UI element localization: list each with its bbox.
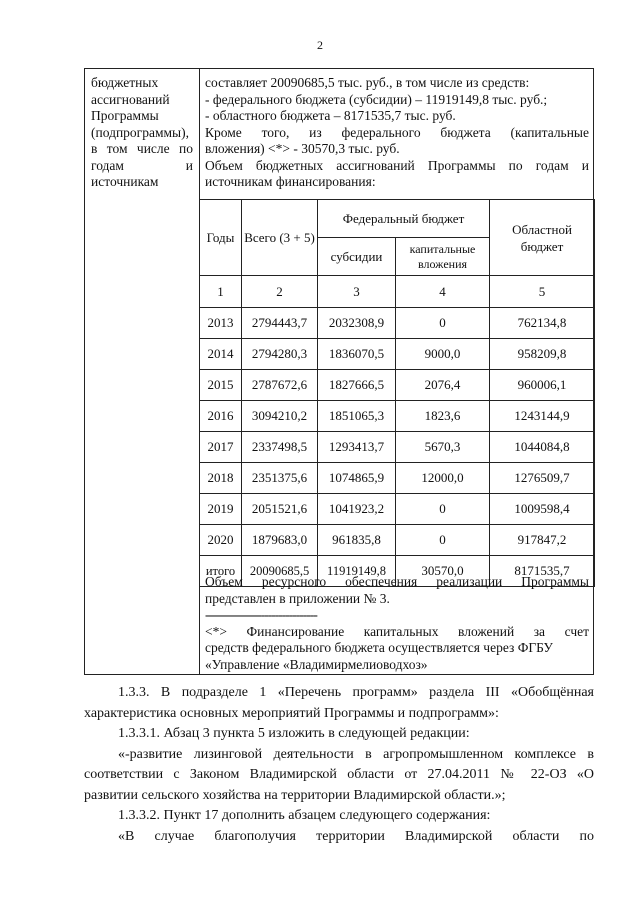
table-cell: 2794443,7 [242, 308, 318, 339]
header-federal: Федеральный бюджет [318, 200, 490, 238]
table-cell: 960006,1 [490, 370, 595, 401]
financing-table [199, 199, 595, 587]
paragraph-line: «В случае благополучия территории Владимирской области по [118, 828, 594, 844]
table-row [200, 432, 595, 463]
table-cell: 9000,0 [396, 339, 490, 370]
footnote-line: <*> Финансирование капитальных вложений за счет [205, 623, 589, 639]
left-cell-line: источникам [91, 174, 159, 189]
header-capital: капитальные вложения [396, 238, 490, 276]
paragraph-line: характеристика основных мероприятий Программы и подпрограмм»: [84, 705, 499, 721]
table-cell: 2351375,6 [242, 463, 318, 494]
table-cell: 2013 [200, 308, 242, 339]
header-years: Годы [200, 200, 242, 276]
table-cell: 30570,0 [396, 556, 490, 587]
summary-line: - федерального бюджета (субсидии) – 11919149,8 тыс. руб.; [205, 91, 548, 107]
table-cell: 2020 [200, 525, 242, 556]
paragraph-line: 1.3.3. В подразделе 1 «Перечень программ» раздела III «Обобщённая [118, 685, 594, 700]
column-number: 3 [318, 276, 396, 308]
table-cell: 1293413,7 [318, 432, 396, 463]
table-cell: 12000,0 [396, 463, 490, 494]
budget-summary [205, 75, 589, 191]
table-cell: 1276509,7 [490, 463, 595, 494]
page-number: 2 [317, 38, 323, 52]
table-cell: 1044084,8 [490, 432, 595, 463]
table-cell: 8171535,7 [490, 556, 595, 587]
column-number: 1 [200, 276, 242, 308]
table-cell: 2018 [200, 463, 242, 494]
paragraph-line: 1.3.3.1. Абзац 3 пункта 5 изложить в следующей редакции: [118, 726, 470, 741]
column-number: 5 [490, 276, 595, 308]
summary-line: Объем бюджетных ассигнований Программы по годам и [205, 157, 589, 173]
left-cell-line: ассигнований [91, 91, 170, 107]
summary-line: составляет 20090685,5 тыс. руб., в том числе из средств: [205, 75, 530, 90]
table-cell: 11919149,8 [318, 556, 396, 587]
table-cell: 961835,8 [318, 525, 396, 556]
table-cell: 917847,2 [490, 525, 595, 556]
left-cell-line: бюджетных [91, 75, 159, 90]
table-cell: 1851065,3 [318, 401, 396, 432]
footnote-separator: -------------------------------- [205, 607, 317, 622]
column-number-row [200, 276, 595, 308]
table-cell: 2014 [200, 339, 242, 370]
header-subsidies: субсидии [318, 238, 396, 276]
paragraph-line: 1.3.3.2. Пункт 17 дополнить абзацем следующего содержания: [118, 808, 491, 823]
resource-line: представлен в приложении № 3. [205, 590, 390, 606]
summary-line: - областного бюджета – 8171535,7 тыс. руб. [205, 108, 456, 123]
table-cell: 1009598,4 [490, 494, 595, 525]
left-cell-line: (подпрограммы), [91, 124, 189, 140]
table-row [200, 525, 595, 556]
summary-line: вложения) <*> - 30570,3 тыс. руб. [205, 141, 400, 156]
table-cell: 2015 [200, 370, 242, 401]
resource-line: Объем ресурсного обеспечения реализации Программы [205, 574, 589, 589]
table-cell: 0 [396, 308, 490, 339]
table-cell: 2017 [200, 432, 242, 463]
table-cell: 2019 [200, 494, 242, 525]
header-total: Всего (3 + 5) [242, 200, 318, 276]
table-cell: 5670,3 [396, 432, 490, 463]
table-cell: 1836070,5 [318, 339, 396, 370]
table-row [200, 463, 595, 494]
header-regional: Областной бюджет [490, 200, 595, 276]
table-cell: 2337498,5 [242, 432, 318, 463]
summary-line: Кроме того, из федерального бюджета (капитальные [205, 124, 589, 140]
table-cell: 1827666,5 [318, 370, 396, 401]
paragraph-line: «-развитие лизинговой деятельности в агропромышленном комплексе в [118, 746, 594, 762]
left-cell-line: Программы [91, 108, 159, 123]
footnote-line: «Управление «Владимирмелиоводхоз» [205, 656, 428, 672]
summary-line: источникам финансирования: [205, 174, 376, 189]
table-cell: 20090685,5 [242, 556, 318, 587]
footnote-line: средств федерального бюджета осуществляется через ФГБУ [205, 640, 553, 655]
table-cell: 1041923,2 [318, 494, 396, 525]
table-cell: 958209,8 [490, 339, 595, 370]
column-number: 2 [242, 276, 318, 308]
paragraph-line: развитии сельского хозяйства на территории Владимирской области.»; [84, 787, 506, 803]
table-cell: 2016 [200, 401, 242, 432]
table-cell: 2051521,6 [242, 494, 318, 525]
table-row [200, 494, 595, 525]
table-cell: 3094210,2 [242, 401, 318, 432]
table-cell: 2032308,9 [318, 308, 396, 339]
table-cell: 1243144,9 [490, 401, 595, 432]
table-cell: 2794280,3 [242, 339, 318, 370]
left-cell [91, 75, 193, 191]
table-row [200, 308, 595, 339]
left-cell-line: годам и [91, 157, 193, 173]
table-row [200, 401, 595, 432]
table-cell: 1823,6 [396, 401, 490, 432]
body-text [84, 683, 594, 847]
table-cell: 0 [396, 525, 490, 556]
table-cell: 762134,8 [490, 308, 595, 339]
table-cell: итого [200, 556, 242, 587]
table-row [200, 370, 595, 401]
table-cell: 0 [396, 494, 490, 525]
table-cell: 2076,4 [396, 370, 490, 401]
column-number: 4 [396, 276, 490, 308]
table-cell: 1879683,0 [242, 525, 318, 556]
table-row [200, 339, 595, 370]
table-cell: 2787672,6 [242, 370, 318, 401]
table-cell: 1074865,9 [318, 463, 396, 494]
left-cell-line: в том числе по [91, 141, 193, 156]
resource-note [205, 574, 589, 673]
paragraph-line: соответствии с Законом Владимирской области от 27.04.2011 № 22-ОЗ «О [84, 767, 594, 782]
passport-table [84, 68, 594, 675]
